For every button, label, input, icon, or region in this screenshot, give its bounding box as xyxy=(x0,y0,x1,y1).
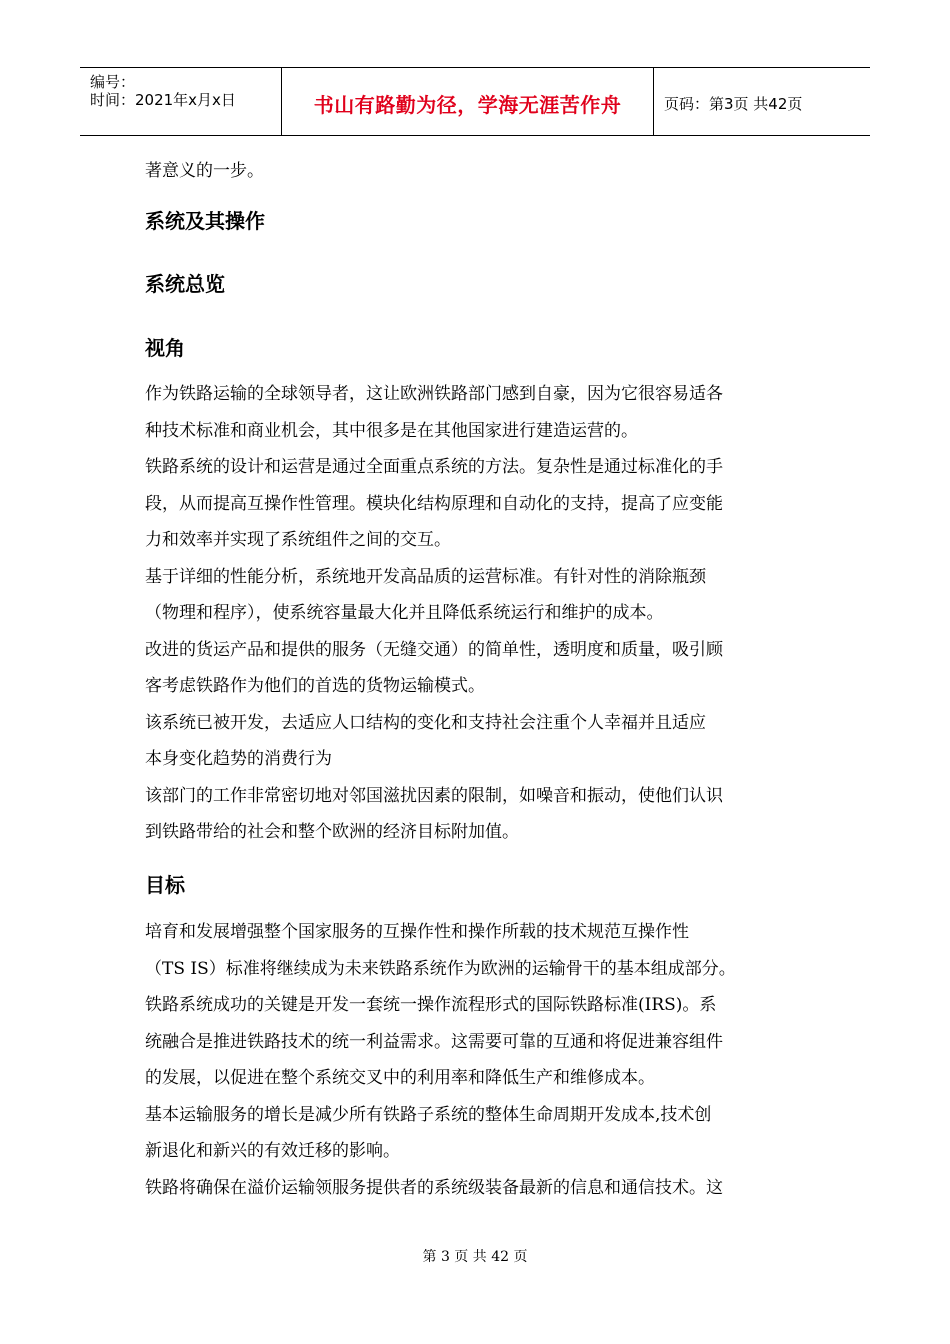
text-line: 该系统已被开发，去适应人口结构的变化和支持社会注重个人幸福并且适应 xyxy=(145,712,706,733)
text-line: 统融合是推进铁路技术的统一利益需求。这需要可靠的互通和将促进兼容组件 xyxy=(145,1031,723,1052)
text-line: 铁路系统的设计和运营是通过全面重点系统的方法。复杂性是通过标准化的手 xyxy=(145,457,723,477)
text-line: 到铁路带给的社会和整个欧洲的经济目标附加值。 xyxy=(145,822,519,842)
text-line: 种技术标准和商业机会，其中很多是在其他国家进行建造运营的。 xyxy=(145,420,638,441)
text-line: 改进的货运产品和提供的服务（无缝交通）的简单性，透明度和质量，吸引顾 xyxy=(145,639,723,660)
text-line: 的发展，以促进在整个系统交叉中的利用率和降低生产和维修成本。 xyxy=(145,1068,655,1088)
text-line: 基本运输服务的增长是减少所有铁路子系统的整体生命周期开发成本,技术创 xyxy=(145,1104,712,1125)
text-line: 客考虑铁路作为他们的首选的货物运输模式。 xyxy=(145,676,485,696)
header-page-info: 页码：第3页 共42页 xyxy=(664,95,803,113)
goals-paragraphs xyxy=(145,914,810,1206)
header-page-cell xyxy=(654,68,870,135)
header-meta-cell xyxy=(80,68,282,135)
heading-goals: 目标 xyxy=(145,873,185,897)
page-footer: 第 3 页 共 42 页 xyxy=(422,1249,528,1265)
text-line: 铁路将确保在溢价运输领服务提供者的系统级装备最新的信息和通信技术。这 xyxy=(145,1177,723,1198)
header-motto: 书山有路勤为径，学海无涯苦作舟 xyxy=(313,93,622,117)
text-line: 铁路系统成功的关键是开发一套统一操作流程形式的国际铁路标准(IRS)。系 xyxy=(145,995,717,1015)
page-header-table xyxy=(80,67,870,136)
document-number-label: 编号： xyxy=(90,73,136,91)
text-line: 段，从而提高互操作性管理。模块化结构原理和自动化的支持，提高了应变能 xyxy=(145,493,723,514)
text-line: （物理和程序），使系统容量最大化并且降低系统运行和维护的成本。 xyxy=(145,603,664,623)
text-line: 作为铁路运输的全球领导者，这让欧洲铁路部门感到自豪，因为它很容易适各 xyxy=(145,384,723,404)
text-line: 培育和发展增强整个国家服务的互操作性和操作所载的技术规范互操作性 xyxy=(145,922,689,942)
document-date-label: 时间：2021年x月x日 xyxy=(90,91,236,109)
header-motto-cell xyxy=(282,68,654,135)
text-line: 力和效率并实现了系统组件之间的交互。 xyxy=(145,530,451,550)
text-line: （TS IS）标准将继续成为未来铁路系统作为欧洲的运输骨干的基本组成部分。 xyxy=(145,958,736,979)
continuation-text: 著意义的一步。 xyxy=(145,161,264,181)
heading-system-operations: 系统及其操作 xyxy=(145,209,265,233)
heading-system-overview: 系统总览 xyxy=(145,272,225,296)
heading-vision: 视角 xyxy=(145,336,185,360)
text-line: 基于详细的性能分析，系统地开发高品质的运营标准。有针对性的消除瓶颈 xyxy=(145,566,706,587)
text-line: 新退化和新兴的有效迁移的影响。 xyxy=(145,1141,400,1161)
text-line: 本身变化趋势的消费行为 xyxy=(145,749,332,769)
text-line: 该部门的工作非常密切地对邻国滋扰因素的限制，如噪音和振动，使他们认识 xyxy=(145,785,723,806)
vision-paragraphs xyxy=(145,376,810,851)
